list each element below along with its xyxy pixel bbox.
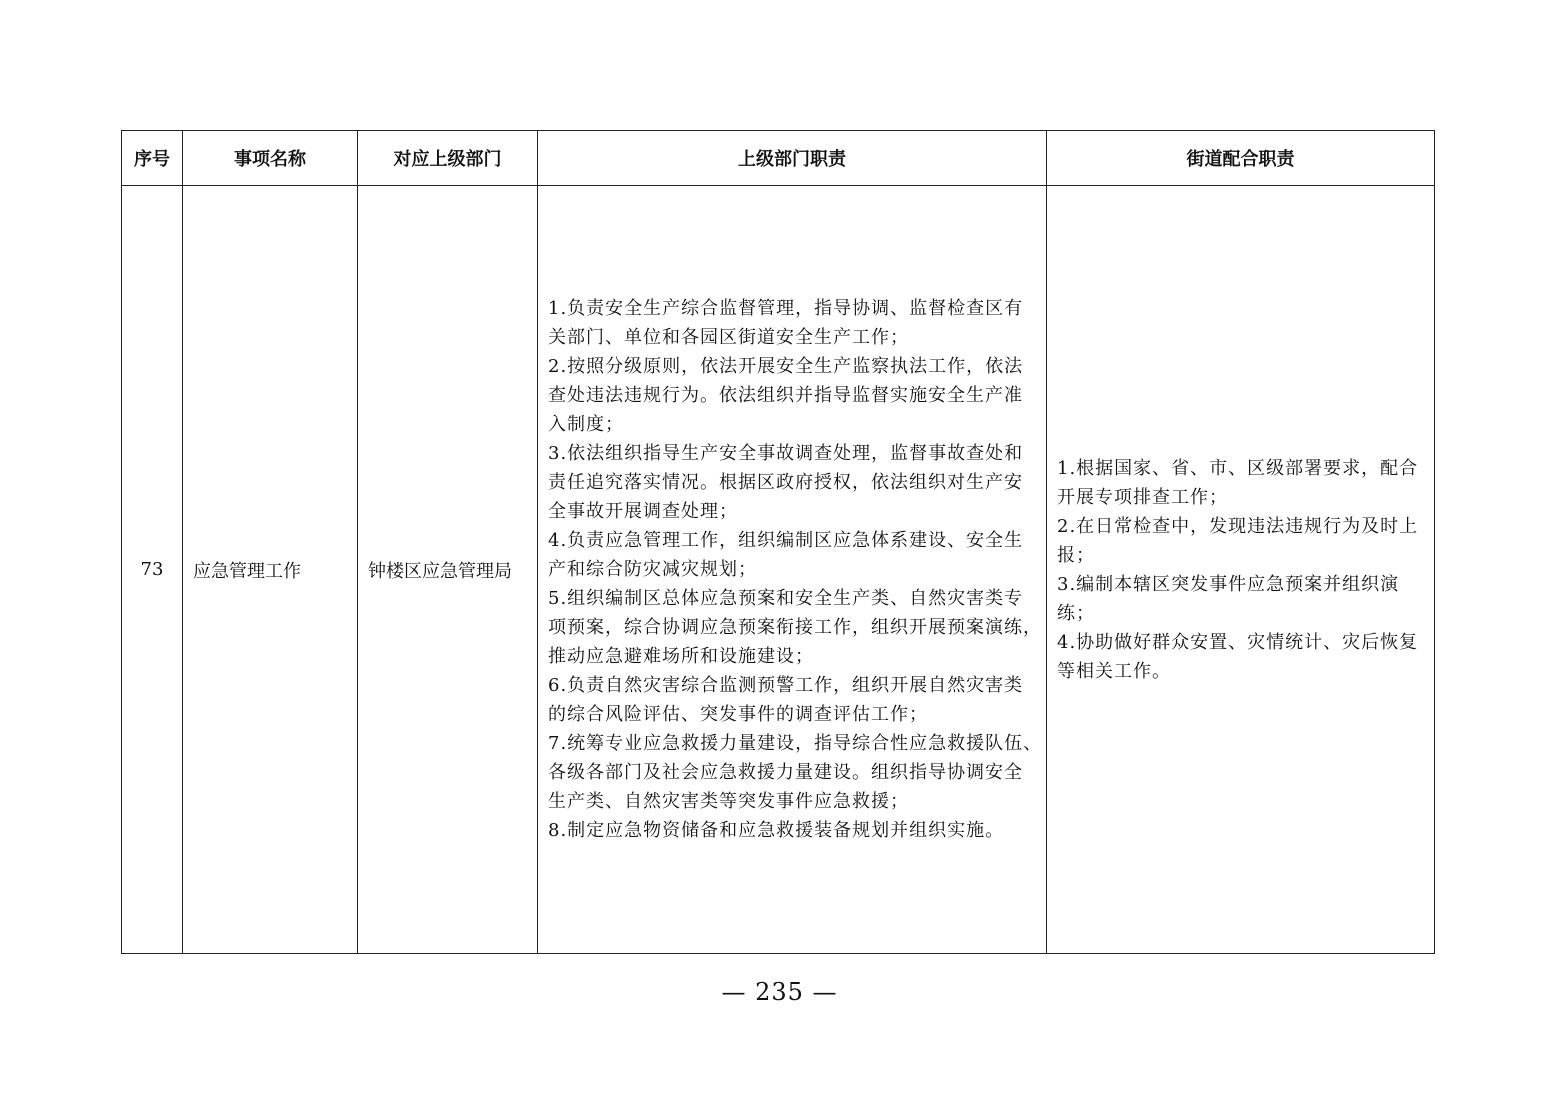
duty-line: 关部门、单位和各园区街道安全生产工作； <box>548 327 909 348</box>
duty-line: 5.组织编制区总体应急预案和安全生产类、自然灾害类专 <box>548 588 1024 609</box>
header-department: 对应上级部门 <box>358 131 538 186</box>
header-item-name: 事项名称 <box>183 131 358 186</box>
duty-line: 2.按照分级原则，依法开展安全生产监察执法工作，依法 <box>548 356 1024 377</box>
duty-line: 生产类、自然灾害类等突发事件应急救援； <box>548 791 909 812</box>
duty-line: 责任追究落实情况。根据区政府授权，依法组织对生产安 <box>548 472 1023 493</box>
row-department: 钟楼区应急管理局 <box>358 186 538 954</box>
table-row <box>122 186 1435 954</box>
duty-line: 4.负责应急管理工作，组织编制区应急体系建设、安全生 <box>548 530 1024 551</box>
duty-line: 全事故开展调查处理； <box>548 501 738 522</box>
header-street-duties: 街道配合职责 <box>1047 131 1435 186</box>
duty-line: 6.负责自然灾害综合监测预警工作，组织开展自然灾害类 <box>548 675 1024 696</box>
row-department-duties <box>538 186 1047 954</box>
duty-line: 推动应急避难场所和设施建设； <box>548 646 814 667</box>
street-duty-line: 开展专项排查工作； <box>1057 486 1228 508</box>
street-duty-line: 等相关工作。 <box>1057 660 1171 682</box>
duty-line: 查处违法违规行为。依法组织并指导监督实施安全生产准 <box>548 385 1023 406</box>
street-duty-line: 练； <box>1057 602 1095 624</box>
street-duty-line: 1.根据国家、省、市、区级部署要求，配合 <box>1057 457 1419 479</box>
header-number: 序号 <box>122 131 183 186</box>
street-duty-line: 3.编制本辖区突发事件应急预案并组织演 <box>1057 573 1400 595</box>
duty-line: 7.统筹专业应急救援力量建设，指导综合性应急救援队伍、 <box>548 733 1043 754</box>
responsibility-table <box>121 130 1435 954</box>
duty-line: 8.制定应急物资储备和应急救援装备规划并组织实施。 <box>548 820 1005 841</box>
street-duty-line: 2.在日常检查中，发现违法违规行为及时上 <box>1057 515 1419 537</box>
row-number: 73 <box>122 186 183 954</box>
duty-line: 3.依法组织指导生产安全事故调查处理，监督事故查处和 <box>548 443 1024 464</box>
page-number: — 235 — <box>721 978 838 1006</box>
duty-line: 1.负责安全生产综合监督管理，指导协调、监督检查区有 <box>548 298 1024 319</box>
row-street-duties <box>1047 186 1435 954</box>
duty-line: 项预案，综合协调应急预案衔接工作，组织开展预案演练， <box>548 617 1042 638</box>
row-item-name: 应急管理工作 <box>183 186 358 954</box>
header-department-duties: 上级部门职责 <box>538 131 1047 186</box>
street-duty-line: 报； <box>1057 544 1095 566</box>
duty-line: 的综合风险评估、突发事件的调查评估工作； <box>548 704 928 725</box>
street-duty-line: 4.协助做好群众安置、灾情统计、灾后恢复 <box>1057 631 1419 653</box>
duty-line: 入制度； <box>548 414 624 435</box>
duty-line: 各级各部门及社会应急救援力量建设。组织指导协调安全 <box>548 762 1023 783</box>
table-header-row <box>122 131 1435 186</box>
duty-line: 产和综合防灾减灾规划； <box>548 559 757 580</box>
